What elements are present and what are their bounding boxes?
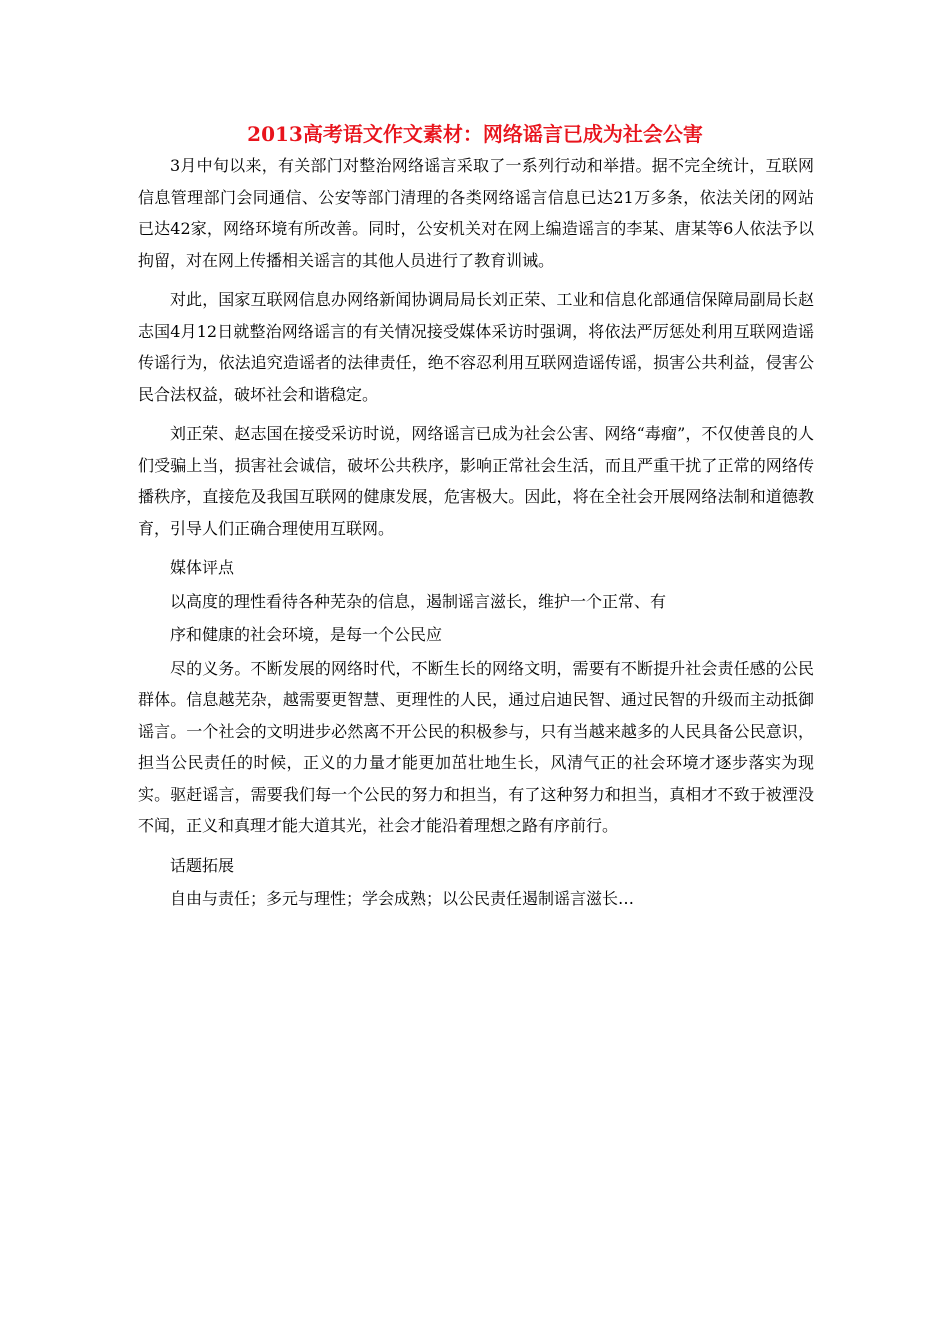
paragraph-comment-body: 尽的义务。不断发展的网络时代，不断生长的网络文明，需要有不断提升社会责任感的公民群体。信息越芜杂，越需要更智慧、更理性的人民，通过启迪民智、通过民智的升级而主动抵御谣言。一个社会的文明进步必然离不开公民的积极参与，只有当越来越多的人民具备公民意识，担当公民责任的时候，正义的力量才能更加茁壮地生长，风清气正的社会环境才逐步落实为现实。驱赶谣言，需要我们每一个公民的努力和担当，有了这种努力和担当，真相才不致于被湮没不闻，正义和真理才能大道其光，社会才能沿着理想之路有序前行。: [138, 658, 814, 835]
section-heading-media-comment: 媒体评点: [170, 558, 235, 577]
paragraph-intro: 3月中旬以来，有关部门对整治网络谣言采取了一系列行动和举措。据不完全统计，互联网信息管理部门会同通信、公安等部门清理的各类网络谣言信息已达21万多条，依法关闭的网站已达42家，网络环境有所改善。同时，公安机关对在网上编造谣言的李某、唐某等6人依法予以拘留，对在网上传播相关谣言的其他人员进行了教育训诫。: [138, 156, 814, 270]
paragraph-interview: 刘正荣、赵志国在接受采访时说，网络谣言已成为社会公害、网络“毒瘤”，不仅使善良的人们受骗上当，损害社会诚信，破坏公共秩序，影响正常社会生活，而且严重干扰了正常的网络传播秩序，直接危及我国互联网的健康发展，危害极大。因此，将在全社会开展网络法制和道德教育，引导人们正确合理使用互联网。: [138, 424, 814, 538]
paragraph-comment-line-1: 以高度的理性看待各种芜杂的信息，遏制谣言滋长，维护一个正常、有: [170, 591, 667, 611]
section-heading-topic-extension: 话题拓展: [170, 855, 235, 875]
document-body: [138, 150, 814, 923]
paragraph-official-statement: 对此，国家互联网信息办网络新闻协调局局长刘正荣、工业和信息化部通信保障局副局长赵志国4月12日就整治网络谣言的有关情况接受媒体采访时强调，将依法严厉惩处利用互联网造谣传谣行为，依法追究造谣者的法律责任，绝不容忍利用互联网造谣传谣，损害公共利益，侵害公民合法权益，破坏社会和谐稳定。: [138, 290, 814, 404]
paragraph-topics: 自由与责任；多元与理性；学会成熟；以公民责任遏制谣言滋长…: [170, 889, 635, 908]
document-title: 2013高考语文作文素材：网络谣言已成为社会公害: [247, 122, 703, 146]
paragraph-comment-line-2: 序和健康的社会环境，是每一个公民应: [170, 625, 443, 644]
